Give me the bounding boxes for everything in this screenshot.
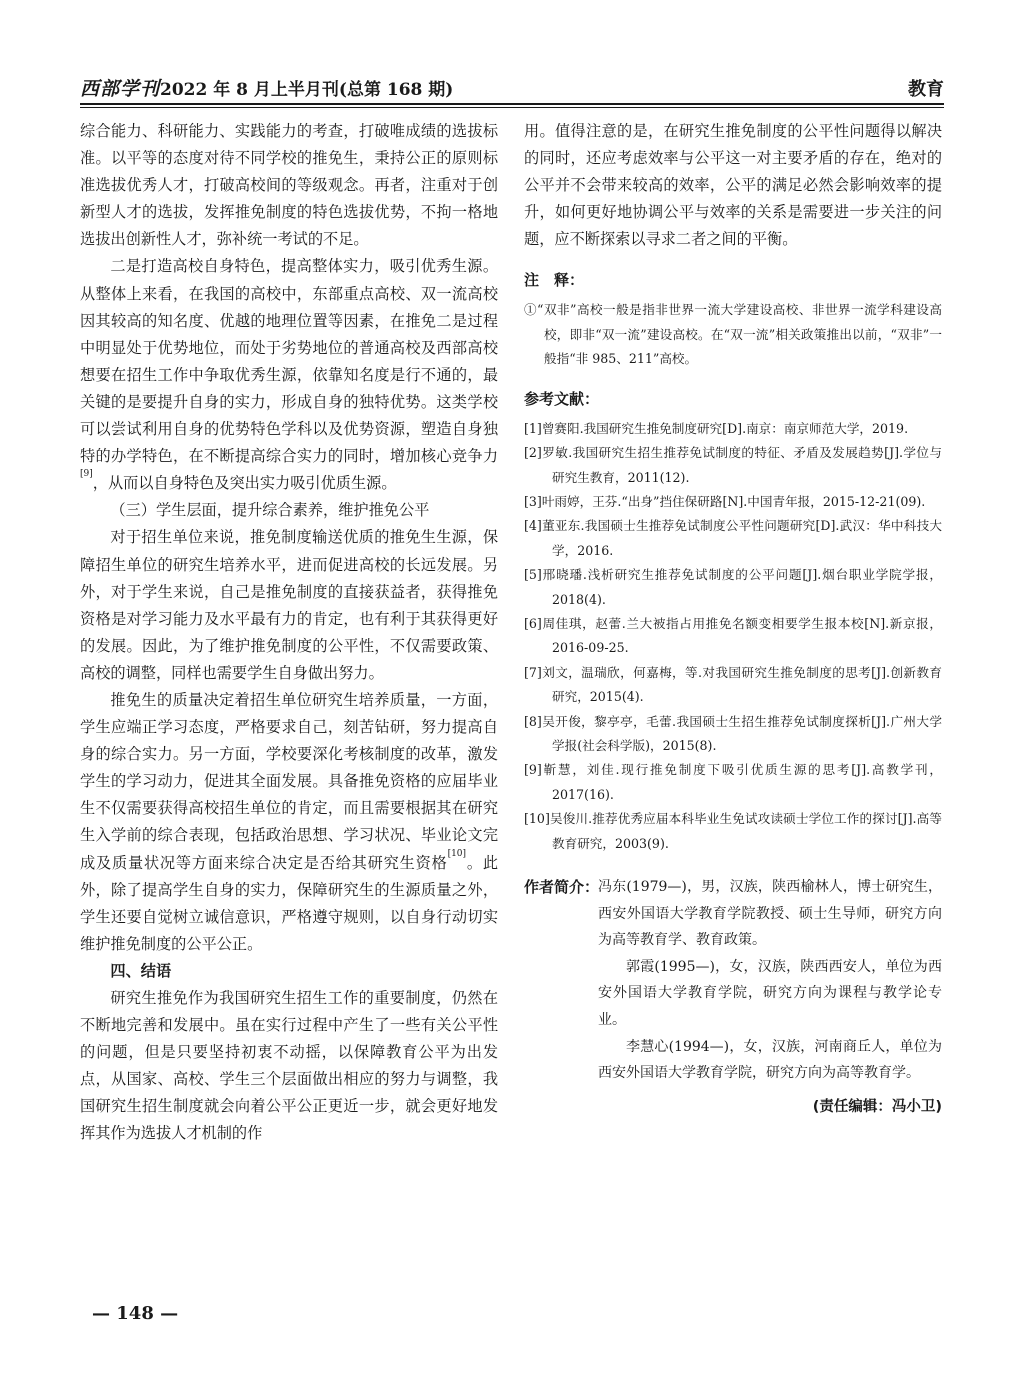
author-bio-body (598, 874, 942, 1087)
reference-item: [2]罗敏.我国研究生招生推荐免试制度的特征、矛盾及发展趋势[J].学位与研究生教育，2011(12). (524, 445, 942, 485)
author-bio-entry: 冯东(1979—)，男，汉族，陕西榆林人，博士研究生，西安外国语大学教育学院教授、硕士生导师，研究方向为高等教育学、教育政策。 (598, 879, 942, 949)
reference-item: [6]周佳琪，赵蕾.兰大被指占用推免名额变相要学生报本校[N].新京报，2016-09-25. (524, 615, 942, 656)
page-number: — 148 — (92, 1303, 179, 1324)
page-header (80, 72, 944, 102)
author-bio (524, 874, 942, 1087)
section-heading: 四、结语 (110, 961, 172, 980)
reference-item: [5]邢晓璠.浅析研究生推荐免试制度的公平问题[J].烟台职业学院学报，2018(4). (524, 567, 942, 607)
notes-heading: 注 释： (524, 271, 585, 290)
journal-logo: 西部学刊 (80, 78, 161, 100)
references-heading: 参考文献： (524, 389, 600, 408)
reference-item: [10]吴俊川.推荐优秀应届本科毕业生免试攻读硕士学位工作的探讨[J].高等教育研究，2003(9). (524, 811, 942, 851)
subsection-heading: （三）学生层面，提升综合素养，维护推免公平 (110, 501, 430, 520)
body-paragraph: 用。值得注意的是，在研究生推免制度的公平性问题得以解决的同时，还应考虑效率与公平这一对主要矛盾的存在，绝对的公平并不会带来较高的效率，公平的满足必然会影响效率的提升，如何更好地协调公平与效率的关系是需要进一步关注的问题，应不断探索以寻求二者之间的平衡。 (524, 122, 942, 249)
body-paragraph: 二是打造高校自身特色，提高整体实力，吸引优秀生源。从整体上来看，在我国的高校中，东部重点高校、双一流高校因其较高的知名度、优越的地理位置等因素，在推免二是过程中明显处于优势地位，而处于劣势地位的普通高校及西部高校想要在招生工作中争取优秀生源，依靠知名度是行不通的，最关键的是要提升自身的实力，形成自身的独特优势。这类学校可以尝试利用自身的优势特色学科以及优势资源，塑造自身独特的办学特色，在不断提高综合实力的同时，增加核心竞争力[9]，从而以自身特色及突出实力吸引优质生源。 (80, 257, 498, 493)
header-rule-thin (80, 107, 944, 108)
body-paragraph: 推免生的质量决定着招生单位研究生培养质量，一方面，学生应端正学习态度，严格要求自己，刻苦钻研，努力提高自身的综合实力。另一方面，学校要深化考核制度的改革，激发学生的学习动力，促进其全面发展。具备推免资格的应届毕业生不仅需要获得高校招生单位的肯定，而且需要根据其在研究生入学前的综合表现，包括政治思想、学习状况、毕业论文完成及质量状况等方面来综合决定是否给其研究生资格[10]。此外，除了提高学生自身的实力，保障研究生的生源质量之外，学生还要自觉树立诚信意识，严格遵守规则，以自身行动切实维护推免制度的公平公正。 (80, 690, 499, 953)
issue-info: 2022 年 8 月上半月刊(总第 168 期) (160, 80, 454, 100)
author-bio-entry: 李慧心(1994—)，女，汉族，河南商丘人，单位为西安外国语大学教育学院，研究方向为高等教育学。 (598, 1038, 942, 1082)
note-item: ①“双非”高校一般是指非世界一流大学建设高校、非世界一流学科建设高校，即非“双一流”建设高校。在“双一流”相关政策推出以前，“双非”一般指“非 985、211”高校。 (524, 302, 942, 367)
reference-item: [1]曾赛阳.我国研究生推免制度研究[D].南京：南京师范大学，2019. (524, 420, 909, 436)
reference-item: [7]刘文，温瑞欣，何嘉梅，等.对我国研究生推免制度的思考[J].创新教育研究，2015(4). (524, 664, 942, 705)
author-bio-entry: 郭霞(1995—)，女，汉族，陕西西安人，单位为西安外国语大学教育学院，研究方向为课程与教学论专业。 (598, 958, 942, 1028)
author-bio-label: 作者简介： (524, 878, 600, 896)
body-paragraph: 对于招生单位来说，推免制度输送优质的推免生生源，保障招生单位的研究生培养水平，进而促进高校的长远发展。另外，对于学生来说，自己是推免制度的直接获益者，获得推免资格是对学习能力及水平最有力的肯定，也有利于其获得更好的发展。因此，为了维护推免制度的公平性，不仅需要政策、高校的调整，同样也需要学生自身做出努力。 (80, 528, 498, 682)
responsible-editor: (责任编辑：冯小卫) (812, 1098, 942, 1115)
reference-item: [9]靳慧，刘佳.现行推免制度下吸引优质生源的思考[J].高教学刊，2017(16). (524, 762, 942, 802)
header-rule (80, 103, 944, 105)
section-label: 教育 (908, 79, 944, 100)
citation-mark: [10] (447, 848, 467, 859)
reference-item: [8]吴开俊，黎亭亭，毛蕾.我国硕士生招生推荐免试制度探析[J].广州大学学报(社会科学版)，2015(8). (524, 713, 942, 753)
reference-list (524, 417, 942, 856)
left-column (80, 118, 498, 1148)
reference-item: [3]叶雨婷，王芬.“出身”挡住保研路[N].中国青年报，2015-12-21(09). (524, 493, 926, 509)
citation-mark: [9] (80, 469, 93, 480)
body-paragraph: 综合能力、科研能力、实践能力的考查，打破唯成绩的选拔标准。以平等的态度对待不同学校的推免生，秉持公正的原则标准选拔优秀人才，打破高校间的等级观念。再者，注重对于创新型人才的选拔，发挥推免制度的特色选拔优势，不拘一格地选拔出创新性人才，弥补统一考试的不足。 (80, 122, 498, 249)
body-paragraph: 研究生推免作为我国研究生招生工作的重要制度，仍然在不断地完善和发展中。虽在实行过程中产生了一些有关公平性的问题，但是只要坚持初衷不动摇，以保障教育公平为出发点，从国家、高校、学生三个层面做出相应的努力与调整，我国研究生招生制度就会向着公平公正更近一步，就会更好地发挥其作为选拔人才机制的作 (80, 989, 498, 1143)
right-column (524, 118, 942, 1116)
reference-item: [4]董亚东.我国硕士生推荐免试制度公平性问题研究[D].武汉：华中科技大学，2016. (524, 518, 942, 558)
